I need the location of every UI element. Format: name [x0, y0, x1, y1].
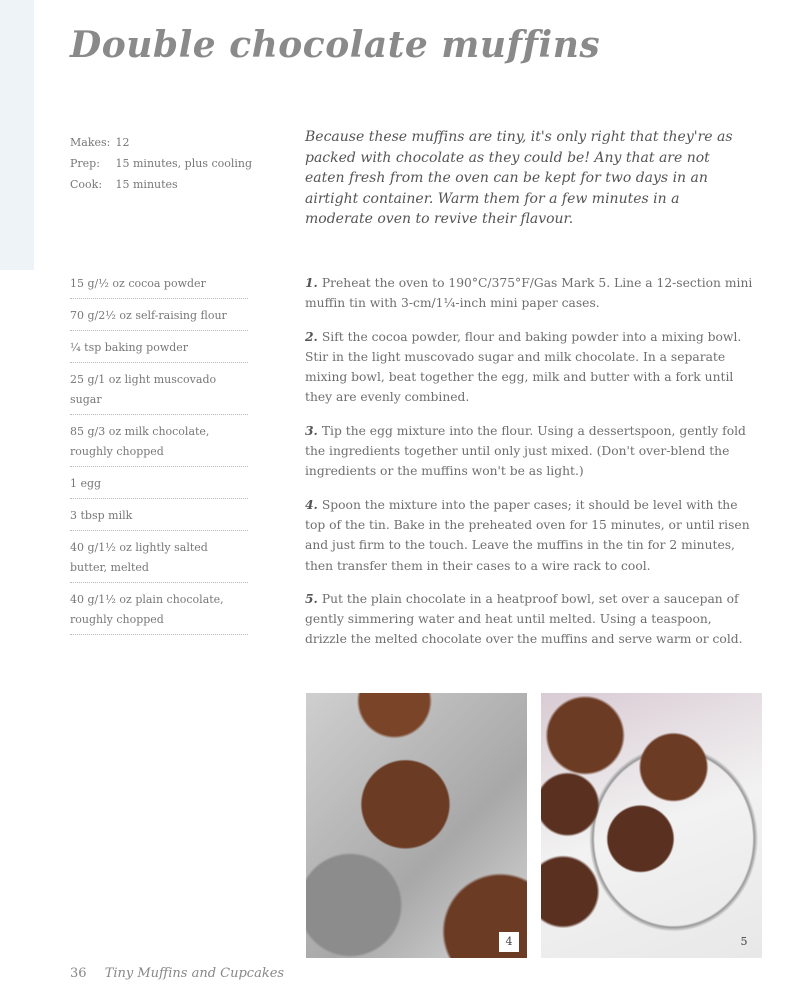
meta-cook [70, 174, 252, 195]
step-text: Sift the cocoa powder, flour and baking powder into a mixing bowl. Stir in the light muscovado sugar and milk chocolate. In a separate mixing bowl, beat together the egg, milk and butter with a fork until they are evenly combined. [305, 329, 742, 405]
recipe-meta [70, 132, 252, 195]
method-step [305, 327, 755, 408]
ingredient-item: 40 g/1½ oz lightly salted butter, melted [70, 537, 248, 583]
meta-label: Prep: [70, 157, 100, 170]
step-number: 4. [305, 496, 318, 512]
ingredient-item: 1 egg [70, 473, 248, 499]
meta-makes [70, 132, 252, 153]
page-edge-strip [0, 0, 34, 270]
step-text: Preheat the oven to 190°C/375°F/Gas Mark 5. Line a 12-section mini muffin tin with 3-cm/1¼-inch mini paper cases. [305, 276, 753, 311]
method-step [305, 589, 755, 650]
step-text: Put the plain chocolate in a heatproof bowl, set over a saucepan of gently simmering water and heat until melted. Using a teaspoon, drizzle the melted chocolate over the muffins and serve warm or cold. [305, 591, 743, 647]
meta-value: 15 minutes, plus cooling [115, 157, 253, 170]
method-step [305, 421, 755, 482]
ingredient-item: 70 g/2½ oz self-raising flour [70, 305, 248, 331]
muffin-tin-photo [306, 693, 527, 958]
step-number: 1. [305, 275, 318, 290]
step-text: Tip the egg mixture into the flour. Using a dessertspoon, gently fold the ingredients together until only just mixed. (Don't over-blend the ingredients or the muffins won't be as light.) [305, 423, 746, 479]
meta-value: 15 minutes [115, 178, 178, 191]
meta-prep [70, 153, 252, 174]
photo-number: 4 [499, 932, 519, 952]
meta-label: Makes: [70, 136, 111, 149]
ingredient-item: 3 tbsp milk [70, 505, 248, 531]
muffins-on-rack-photo [541, 693, 762, 958]
method-step [305, 273, 755, 314]
ingredient-item: 15 g/½ oz cocoa powder [70, 273, 248, 299]
step-number: 3. [305, 422, 318, 438]
step-number: 5. [305, 590, 318, 606]
photo-number: 5 [740, 935, 748, 948]
meta-value: 12 [115, 136, 130, 149]
page-number: 36 [70, 966, 87, 981]
method-steps [305, 273, 755, 663]
recipe-title: Double chocolate muffins [70, 24, 601, 66]
ingredient-item: 40 g/1½ oz plain chocolate, roughly chopped [70, 589, 248, 635]
ingredient-item: 25 g/1 oz light muscovado sugar [70, 369, 248, 415]
method-step [305, 495, 755, 576]
recipe-intro: Because these muffins are tiny, it's only right that they're as packed with chocolate as they could be! Any that are not eaten fresh from the oven can be kept for two days in an airtight container. Warm them for a few minutes in a moderate oven to revive their flavour. [305, 129, 733, 227]
ingredient-item: ¼ tsp baking powder [70, 337, 248, 363]
ingredients-list [70, 273, 248, 641]
chapter-title: Tiny Muffins and Cupcakes [104, 966, 285, 981]
meta-label: Cook: [70, 178, 103, 191]
step-text: Spoon the mixture into the paper cases; it should be level with the top of the tin. Bake in the preheated oven for 15 minutes, or until risen and just firm to the touch. Leave the muffins in the tin for 2 minutes, then transfer them in their cases to a wire rack to cool. [305, 497, 750, 573]
page-footer [70, 966, 284, 981]
step-number: 2. [305, 328, 318, 344]
ingredient-item: 85 g/3 oz milk chocolate, roughly chopped [70, 421, 248, 467]
